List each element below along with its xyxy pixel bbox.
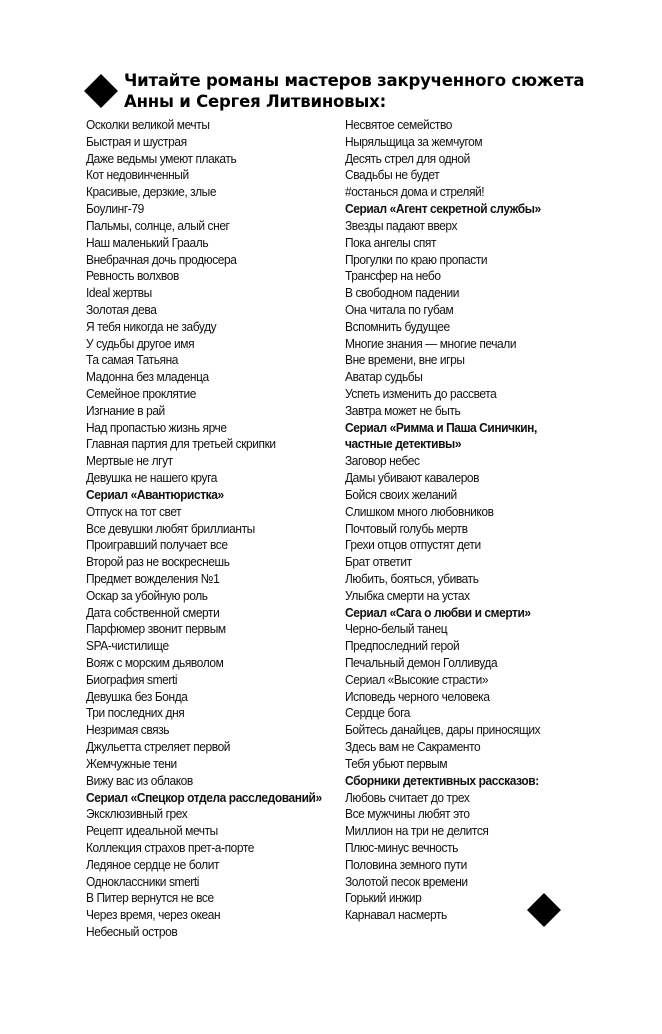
book-title: Половина земного пути xyxy=(345,856,467,872)
book-title: У судьбы другое имя xyxy=(86,335,195,351)
book-title: Незримая связь xyxy=(86,722,170,738)
book-title: SPA-чистилище xyxy=(86,638,169,654)
book-title: Я тебя никогда не забуду xyxy=(86,318,217,334)
book-title: Одноклассники smerti xyxy=(86,873,200,889)
book-title: Брат ответит xyxy=(345,554,412,570)
page-heading xyxy=(124,70,624,112)
book-title: Красивые, дерзкие, злые xyxy=(86,184,217,200)
book-title: Любовь считает до трех xyxy=(345,789,470,805)
book-title: Золотой песок времени xyxy=(345,873,468,889)
book-title: Рецепт идеальной мечты xyxy=(86,823,218,839)
book-title: Отпуск на тот свет xyxy=(86,503,182,519)
book-title: Пальмы, солнце, алый снег xyxy=(86,217,230,233)
book-title: Все мужчины любят это xyxy=(345,806,470,822)
book-title: #останься дома и стреляй! xyxy=(345,184,485,200)
book-title: Черно-белый танец xyxy=(345,621,448,637)
book-title: Предмет вожделения №1 xyxy=(86,570,220,586)
book-title: Главная партия для третьей скрипки xyxy=(86,436,276,452)
book-title: Наш маленький Грааль xyxy=(86,234,209,250)
series-heading: частные детективы» xyxy=(345,436,462,452)
book-title: Здесь вам не Сакраменто xyxy=(345,739,481,755)
book-title: Коллекция страхов прет-а-порте xyxy=(86,839,255,855)
book-title: Мертвые не лгут xyxy=(86,453,173,469)
diamond-ornament-top xyxy=(84,74,118,108)
book-title: Пока ангелы спят xyxy=(345,234,437,250)
book-title: Улыбка смерти на устах xyxy=(345,587,470,603)
book-title: Джульетта стреляет первой xyxy=(86,739,231,755)
book-title: Печальный демон Голливуда xyxy=(345,655,498,670)
book-title: Оскар за убойную роль xyxy=(86,587,208,603)
series-heading: Сериал «Агент секретной службы» xyxy=(345,201,541,217)
book-title: Мадонна без младенца xyxy=(86,369,209,385)
book-title: Семейное проклятие xyxy=(86,386,197,401)
book-title: Внебрачная дочь продюсера xyxy=(86,251,237,267)
book-title: Она читала по губам xyxy=(345,301,454,317)
right-book-list xyxy=(345,117,541,924)
book-title: Все девушки любят бриллианты xyxy=(86,520,255,536)
book-title: Прогулки по краю пропасти xyxy=(345,251,488,267)
book-title: Осколки великой мечты xyxy=(86,117,210,132)
book-title: Предпоследний герой xyxy=(345,638,460,654)
book-title: Свадьбы не будет xyxy=(345,167,440,183)
book-title: Над пропастью жизнь ярче xyxy=(86,419,227,435)
book-title: Та самая Татьяна xyxy=(86,352,179,368)
book-title: Заговор небес xyxy=(345,453,420,469)
book-title: Вижу вас из облаков xyxy=(86,772,193,788)
series-heading: Сборники детективных рассказов: xyxy=(345,772,539,788)
book-title: Жемчужные тени xyxy=(86,755,177,771)
book-title: В свободном падении xyxy=(345,285,460,301)
book-title: Дамы убивают кавалеров xyxy=(345,470,480,486)
book-title: Изгнание в рай xyxy=(86,402,165,418)
book-title: Бойся своих желаний xyxy=(345,486,457,502)
book-title: Сердце бога xyxy=(345,705,411,721)
book-title: Проигравший получает все xyxy=(86,537,228,553)
book-title: Эксклюзивный грех xyxy=(86,806,188,822)
book-title: Почтовый голубь мертв xyxy=(345,520,468,536)
book-title: Трансфер на небо xyxy=(345,268,441,284)
book-title: Тебя убьют первым xyxy=(345,755,448,771)
book-title: Слишком много любовников xyxy=(345,503,494,519)
book-title: Через время, через океан xyxy=(86,907,221,923)
book-title: Небесный остров xyxy=(86,924,178,939)
book-title: Вояж с морским дьяволом xyxy=(86,655,224,670)
book-title: Ледяное сердце не болит xyxy=(86,856,220,872)
book-title: Три последних дня xyxy=(86,705,185,721)
heading-line-2: Анны и Сергея Литвиновых: xyxy=(124,92,386,111)
book-title: Многие знания — многие печали xyxy=(345,335,517,351)
book-title: Бойтесь данайцев, дары приносящих xyxy=(345,722,541,738)
book-title: Десять стрел для одной xyxy=(345,150,470,166)
book-title: Кот недовинченный xyxy=(86,167,189,183)
book-title: Девушка без Бонда xyxy=(86,688,188,704)
book-title: Успеть изменить до рассвета xyxy=(345,386,497,401)
book-title: Звезды падают вверх xyxy=(345,217,458,233)
book-title: Миллион на три не делится xyxy=(345,823,489,839)
book-title: Сериал «Высокие страсти» xyxy=(345,671,489,687)
series-heading: Сериал «Сага о любви и смерти» xyxy=(345,604,531,620)
book-title: Боулинг-79 xyxy=(86,201,144,217)
book-title: Ideal жертвы xyxy=(86,285,152,301)
book-title: Ревность волхвов xyxy=(86,268,179,284)
book-title: Ныряльщица за жемчугом xyxy=(345,133,483,149)
book-title: Грехи отцов отпустят дети xyxy=(345,537,481,553)
book-title: Даже ведьмы умеют плакать xyxy=(86,150,237,166)
book-title: Карнавал насмерть xyxy=(345,907,447,923)
heading-line-1: Читайте романы мастеров закрученного сюжета xyxy=(124,71,585,90)
book-title: Быстрая и шустрая xyxy=(86,133,187,149)
book-title: Вне времени, вне игры xyxy=(345,352,465,368)
book-title: Горький инжир xyxy=(345,890,422,906)
book-title: Любить, бояться, убивать xyxy=(345,570,479,586)
book-title: Биография smerti xyxy=(86,671,178,687)
book-title: Золотая дева xyxy=(86,301,157,317)
book-title: Исповедь черного человека xyxy=(345,688,490,704)
series-heading: Сериал «Авантюристка» xyxy=(86,486,224,502)
book-title: Парфюмер звонит первым xyxy=(86,621,226,637)
book-title: Аватар судьбы xyxy=(345,369,423,385)
book-title: Завтра может не быть xyxy=(345,402,461,418)
book-title: Вспомнить будущее xyxy=(345,318,450,334)
book-title: Второй раз не воскреснешь xyxy=(86,554,230,570)
book-title: Несвятое семейство xyxy=(345,117,453,132)
left-book-list xyxy=(86,117,322,941)
series-heading: Сериал «Спецкор отдела расследований» xyxy=(86,789,322,805)
book-title: В Питер вернутся не все xyxy=(86,890,214,906)
book-title: Плюс-минус вечность xyxy=(345,839,458,855)
book-title: Дата собственной смерти xyxy=(86,604,220,620)
series-heading: Сериал «Римма и Паша Синичкин, xyxy=(345,419,537,435)
book-title: Девушка не нашего круга xyxy=(86,470,218,486)
